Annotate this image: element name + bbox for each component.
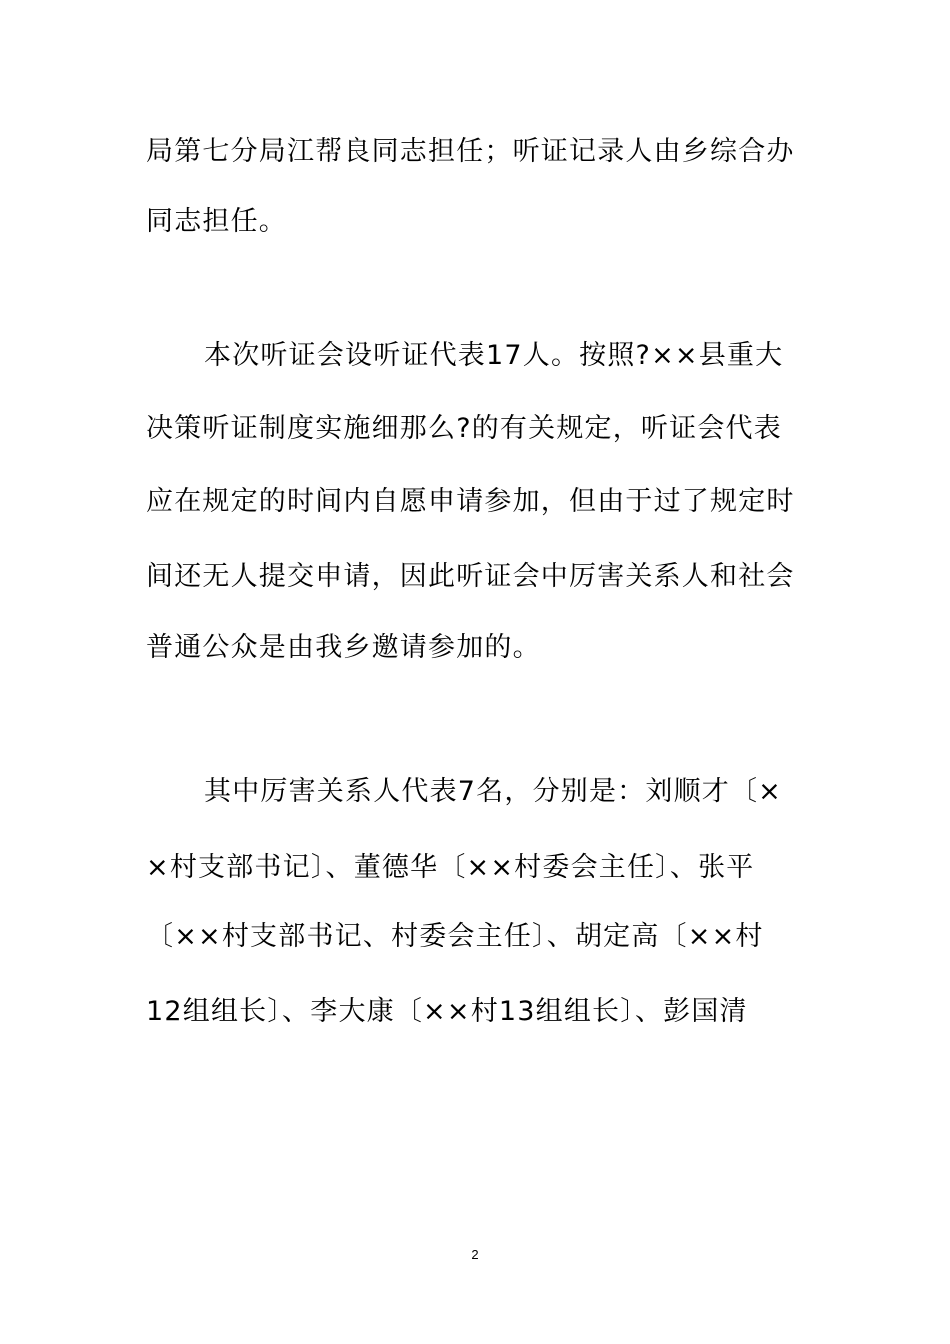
text-line-4: 决策听证制度实施细那么?的有关规定，听证会代表 [146, 413, 782, 444]
page-number: 2 [471, 1247, 479, 1262]
text-line-9: ×村支部书记〕、董德华〔××村委会主任〕、张平 [146, 852, 755, 883]
paragraph-start-line-8: 其中厉害关系人代表7名，分别是：刘顺才〔× [204, 776, 783, 807]
text-line-7: 普通公众是由我乡邀请参加的。 [146, 632, 541, 663]
text-line-10: 〔××村支部书记、村委会主任〕、胡定高〔××村 [146, 921, 764, 952]
text-line-5: 应在规定的时间内自愿申请参加，但由于过了规定时 [146, 486, 795, 517]
text-line-11: 12组组长〕、李大康〔××村13组组长〕、彭国清 [146, 996, 748, 1027]
paragraph-start-line-3: 本次听证会设听证代表17人。按照?××县重大 [204, 340, 784, 371]
text-line-2: 同志担任。 [146, 206, 287, 237]
text-line-6: 间还无人提交申请，因此听证会中厉害关系人和社会 [146, 561, 795, 592]
text-line-1: 局第七分局江帮良同志担任；听证记录人由乡综合办 [146, 136, 795, 167]
